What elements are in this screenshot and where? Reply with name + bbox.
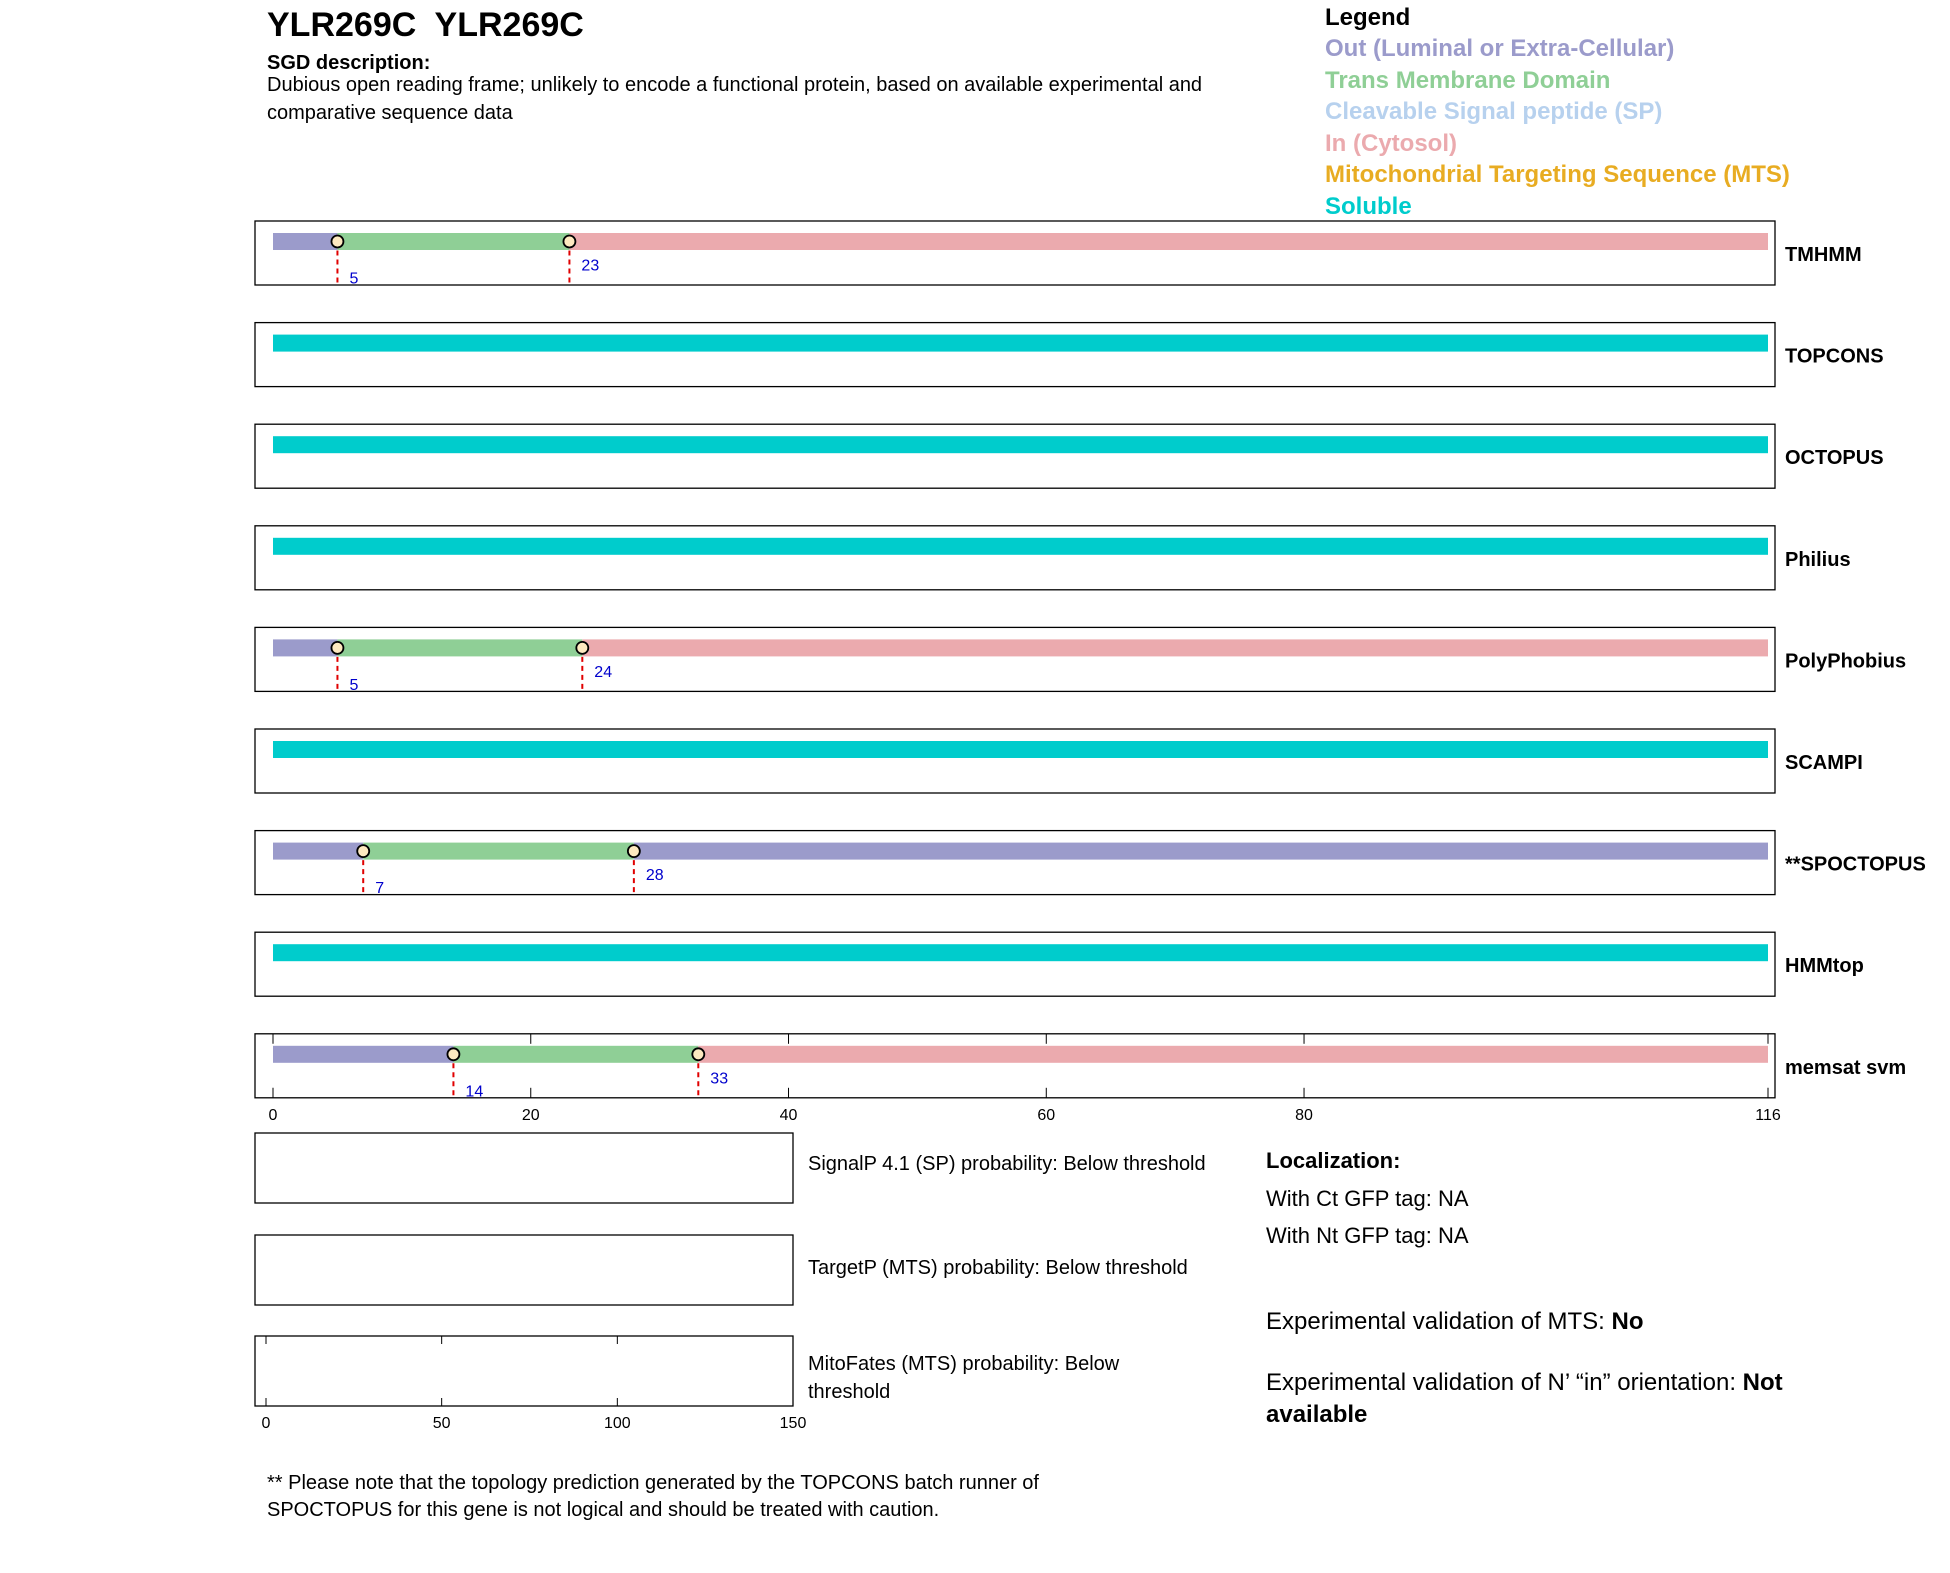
track-label-tmhmm: TMHMM (1785, 244, 1862, 266)
gene-title: YLR269C YLR269C (267, 6, 584, 44)
marker-dot-tmhmm-1 (563, 236, 575, 248)
legend-item-soluble: Soluble (1325, 192, 1412, 220)
prob-panel-frame-0 (255, 1133, 793, 1203)
prob-tick-label-2: 100 (603, 1415, 631, 1432)
marker-label-tmhmm-0: 5 (349, 270, 359, 288)
track-tick-label-5: 116 (1755, 1106, 1781, 1124)
track-label-hmmtop: HMMtop (1785, 955, 1864, 978)
segment-scampi-0 (273, 741, 1768, 758)
prob-panel-frame-1 (255, 1235, 793, 1305)
track-label-philius: Philius (1785, 548, 1851, 571)
marker-label-spoctopus-1: 28 (645, 867, 664, 885)
marker-label-memsat-svm-1: 33 (710, 1070, 729, 1088)
segment-hmmtop-0 (273, 944, 1768, 961)
marker-label-memsat-svm-0: 14 (465, 1083, 484, 1101)
segment-memsat-svm-2 (698, 1046, 1768, 1063)
segment-polyphobius-0 (273, 639, 337, 656)
segment-octopus-0 (273, 436, 1768, 453)
segment-polyphobius-2 (582, 639, 1768, 656)
track-label-polyphobius: PolyPhobius (1785, 650, 1907, 673)
segment-tmhmm-2 (569, 233, 1768, 250)
track-frame-topcons (255, 323, 1775, 387)
segment-memsat-svm-0 (273, 1046, 453, 1063)
legend-item-mts: Mitochondrial Targeting Sequence (MTS) (1325, 161, 1790, 189)
localization-nt-gfp: With Nt GFP tag: NA (1266, 1223, 1469, 1248)
track-frame-hmmtop (255, 932, 1775, 996)
marker-dot-tmhmm-0 (331, 236, 343, 248)
segment-spoctopus-1 (363, 843, 634, 860)
marker-dot-spoctopus-0 (357, 845, 369, 857)
track-label-octopus: OCTOPUS (1785, 447, 1884, 470)
sgd-description-text: Dubious open reading frame; unlikely to encode a functional protein, based on available experimental and comparative sequence data (267, 74, 1203, 124)
track-frame-polyphobius (255, 627, 1775, 691)
prob-tick-label-0: 0 (261, 1415, 271, 1432)
legend-title: Legend (1325, 4, 1411, 31)
segment-tmhmm-1 (337, 233, 569, 250)
segment-tmhmm-0 (273, 233, 337, 250)
localization-heading: Localization: (1266, 1148, 1401, 1173)
legend-item-tm: Trans Membrane Domain (1325, 66, 1611, 94)
segment-philius-0 (273, 538, 1768, 555)
sgd-description-heading: SGD description: (267, 52, 431, 74)
track-frame-spoctopus (255, 831, 1775, 898)
track-label-topcons: TOPCONS (1785, 345, 1884, 368)
track-frame-octopus (255, 424, 1775, 488)
marker-dot-polyphobius-1 (576, 642, 588, 654)
legend-item-out: Out (Luminal or Extra-Cellular) (1325, 35, 1675, 62)
marker-label-spoctopus-0: 7 (375, 880, 385, 898)
legend-item-sp: Cleavable Signal peptide (SP) (1325, 98, 1663, 126)
marker-label-tmhmm-1: 23 (581, 257, 600, 275)
marker-label-polyphobius-0: 5 (349, 676, 359, 694)
track-label-memsat-svm: memsat svm (1785, 1056, 1907, 1079)
track-label-scampi: SCAMPI (1785, 752, 1863, 774)
prob-panel-label-1: TargetP (MTS) probability: Below threshold (808, 1257, 1188, 1279)
track-tick-label-0: 0 (268, 1106, 278, 1124)
marker-dot-memsat-svm-1 (692, 1048, 704, 1060)
segment-spoctopus-0 (273, 843, 363, 860)
track-frame-philius (255, 526, 1775, 590)
prob-tick-label-1: 50 (432, 1415, 451, 1432)
footnote: ** Please note that the topology prediction generated by the TOPCONS batch runner of SPOCTOPUS for this gene is not logical and should be treated with caution. (267, 1472, 1039, 1521)
prob-panel-label-2: MitoFates (MTS) probability: Below threshold (808, 1353, 1120, 1403)
track-tick-label-4: 80 (1295, 1106, 1313, 1124)
mts-validation (1266, 1308, 1643, 1336)
mts-validation-label: Experimental validation of MTS: (1266, 1308, 1612, 1335)
marker-label-polyphobius-1: 24 (594, 663, 613, 681)
track-tick-label-1: 20 (521, 1106, 540, 1124)
orientation-validation (1266, 1367, 1866, 1431)
track-tick-label-2: 40 (779, 1106, 798, 1124)
mts-validation-value: No (1611, 1308, 1644, 1335)
track-tick-label-3: 60 (1037, 1106, 1056, 1124)
track-frame-tmhmm (255, 221, 1775, 285)
prob-panel-frame-2 (255, 1336, 793, 1406)
prob-tick-label-3: 150 (779, 1415, 807, 1432)
marker-dot-spoctopus-1 (628, 845, 640, 857)
track-frame-scampi (255, 729, 1775, 793)
prob-panel-label-0: SignalP 4.1 (SP) probability: Below threshold (808, 1153, 1206, 1175)
segment-spoctopus-2 (634, 843, 1768, 860)
segment-memsat-svm-1 (453, 1046, 698, 1063)
marker-dot-memsat-svm-0 (447, 1048, 459, 1060)
orientation-validation-value: Not available (1266, 1369, 1783, 1428)
legend-item-in: In (Cytosol) (1325, 129, 1457, 157)
localization-ct-gfp: With Ct GFP tag: NA (1266, 1186, 1469, 1211)
marker-dot-polyphobius-0 (331, 642, 343, 654)
orientation-validation-label: Experimental validation of N’ “in” orientation: (1266, 1369, 1743, 1396)
segment-topcons-0 (273, 335, 1768, 352)
track-label-spoctopus: **SPOCTOPUS (1785, 853, 1926, 876)
segment-polyphobius-1 (337, 639, 582, 656)
